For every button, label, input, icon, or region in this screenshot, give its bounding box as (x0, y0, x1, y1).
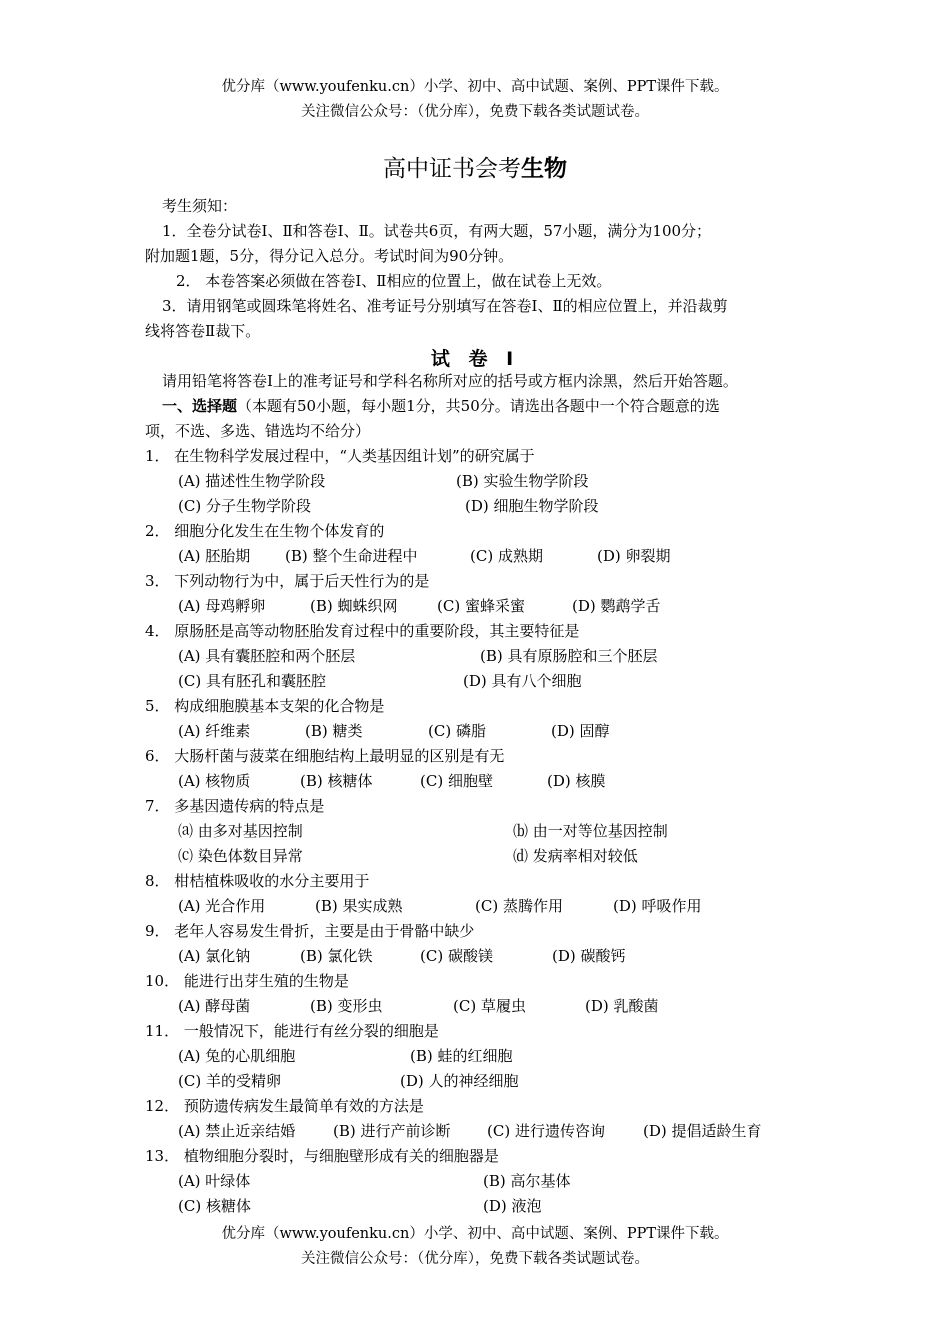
option-b: ⒝ 由一对等位基因控制 (513, 822, 668, 840)
option-a: (A) 具有囊胚腔和两个胚层 (178, 647, 356, 665)
part-label: 一、选择题 (162, 397, 238, 415)
footer-line-1: 优分库（www.youfenku.cn）小学、初中、高中试题、案例、PPT课件下载。 (221, 1226, 729, 1242)
option-d: (D) 细胞生物学阶段 (465, 497, 599, 515)
option-d: (D) 卵裂期 (597, 547, 671, 565)
question-stem: 4． 原肠胚是高等动物胚胎发育过程中的重要阶段，其主要特征是 (145, 622, 580, 640)
option-c: (C) 蒸腾作用 (475, 897, 563, 915)
option-a: (A) 胚胎期 (178, 547, 251, 565)
option-d: (D) 液泡 (483, 1197, 542, 1215)
option-d: (D) 核膜 (547, 772, 606, 790)
option-d: (D) 具有八个细胞 (463, 672, 582, 690)
notice-heading: 考生须知： (162, 197, 238, 215)
option-c: (C) 碳酸镁 (420, 947, 493, 965)
option-a: (A) 禁止近亲结婚 (178, 1122, 296, 1140)
option-c: (C) 具有胚孔和囊胚腔 (178, 672, 326, 690)
option-c: (C) 成熟期 (470, 547, 543, 565)
option-a: (A) 酵母菌 (178, 997, 251, 1015)
option-c: (C) 磷脂 (428, 722, 486, 740)
question-stem: 9． 老年人容易发生骨折，主要是由于骨骼中缺少 (145, 922, 475, 940)
question-stem: 11． 一般情况下，能进行有丝分裂的细胞是 (145, 1022, 439, 1040)
question-stem: 12． 预防遗传病发生最简单有效的方法是 (145, 1097, 424, 1115)
question-stem: 10． 能进行出芽生殖的生物是 (145, 972, 349, 990)
header-line-2: 关注微信公众号：（优分库），免费下载各类试题试卷。 (301, 104, 649, 120)
option-b: (B) 蜘蛛织网 (310, 597, 398, 615)
option-c: (C) 进行遗传咨询 (487, 1122, 605, 1140)
option-b: (B) 果实成熟 (315, 897, 403, 915)
option-a: (A) 氯化钠 (178, 947, 251, 965)
notice-item-1b: 附加题1题，5分，得分记入总分。考试时间为90分钟。 (145, 247, 514, 265)
question-stem: 2． 细胞分化发生在生物个体发育的 (145, 522, 385, 540)
footer-line-2: 关注微信公众号：（优分库），免费下载各类试题试卷。 (301, 1251, 649, 1267)
question-stem: 7． 多基因遗传病的特点是 (145, 797, 325, 815)
option-a: (A) 兔的心肌细胞 (178, 1047, 296, 1065)
option-d: (D) 乳酸菌 (585, 997, 659, 1015)
option-b: (B) 实验生物学阶段 (456, 472, 589, 490)
option-a: (A) 光合作用 (178, 897, 266, 915)
option-b: (B) 变形虫 (310, 997, 383, 1015)
option-b: (B) 整个生命进程中 (285, 547, 418, 565)
question-stem: 8． 柑桔植株吸收的水分主要用于 (145, 872, 370, 890)
option-a: (A) 母鸡孵卵 (178, 597, 266, 615)
option-c: (C) 核糖体 (178, 1197, 251, 1215)
question-stem: 13． 植物细胞分裂时，与细胞壁形成有关的细胞器是 (145, 1147, 499, 1165)
option-c: (C) 分子生物学阶段 (178, 497, 311, 515)
question-stem: 6． 大肠杆菌与菠菜在细胞结构上最明显的区别是有无 (145, 747, 505, 765)
section-instruction: 请用铅笔将答卷Ⅰ上的准考证号和学科名称所对应的括号或方框内涂黑，然后开始答题。 (162, 372, 738, 390)
option-a: (A) 核物质 (178, 772, 251, 790)
option-a: (A) 纤维素 (178, 722, 251, 740)
option-d: (D) 人的神经细胞 (400, 1072, 519, 1090)
option-c: (C) 草履虫 (453, 997, 526, 1015)
option-b: (B) 蛙的红细胞 (410, 1047, 513, 1065)
option-d: (D) 固醇 (551, 722, 610, 740)
option-b: (B) 糖类 (305, 722, 363, 740)
option-c: (C) 蜜蜂采蜜 (437, 597, 525, 615)
option-d: (D) 鹦鹉学舌 (572, 597, 661, 615)
option-b: (B) 氯化铁 (300, 947, 373, 965)
notice-item-2: 2． 本卷答案必须做在答卷Ⅰ、Ⅱ相应的位置上，做在试卷上无效。 (176, 272, 612, 290)
notice-item-1a: 1．全卷分试卷Ⅰ、Ⅱ和答卷Ⅰ、Ⅱ。试卷共6页，有两大题，57小题，满分为100分； (162, 222, 712, 240)
option-c: (C) 羊的受精卵 (178, 1072, 281, 1090)
option-c: ⒞ 染色体数目异常 (178, 847, 303, 865)
title-main: 高中证书会考 (383, 156, 521, 182)
question-stem: 1． 在生物科学发展过程中，“人类基因组计划”的研究属于 (145, 447, 535, 465)
option-b: (B) 进行产前诊断 (333, 1122, 451, 1140)
question-stem: 3． 下列动物行为中，属于后天性行为的是 (145, 572, 430, 590)
option-a: (A) 描述性生物学阶段 (178, 472, 326, 490)
part-heading (162, 396, 720, 416)
option-d: (D) 碳酸钙 (552, 947, 626, 965)
page-title (0, 150, 950, 183)
option-b: (B) 具有原肠腔和三个胚层 (480, 647, 658, 665)
option-a: (A) 叶绿体 (178, 1172, 251, 1190)
notice-item-3b: 线将答卷Ⅱ裁下。 (145, 322, 261, 340)
option-a: ⒜ 由多对基因控制 (178, 822, 303, 840)
option-b: (B) 高尔基体 (483, 1172, 571, 1190)
title-subject: 生物 (521, 156, 567, 182)
option-c: (C) 细胞壁 (420, 772, 493, 790)
part-desc: （本题有50小题，每小题1分，共50分。请选出各题中一个符合题意的选 (237, 397, 720, 415)
option-d: ⒟ 发病率相对较低 (513, 847, 638, 865)
section-title: 试 卷 Ⅰ (430, 348, 520, 370)
option-d: (D) 呼吸作用 (613, 897, 702, 915)
part-desc-cont: 项，不选、多选、错选均不给分） (145, 422, 371, 440)
notice-item-3a: 3．请用钢笔或圆珠笔将姓名、准考证号分别填写在答卷Ⅰ、Ⅱ的相应位置上，并沿裁剪 (162, 297, 728, 315)
header-line-1: 优分库（www.youfenku.cn）小学、初中、高中试题、案例、PPT课件下载。 (221, 79, 729, 95)
question-stem: 5． 构成细胞膜基本支架的化合物是 (145, 697, 385, 715)
option-d: (D) 提倡适龄生育 (643, 1122, 762, 1140)
option-b: (B) 核糖体 (300, 772, 373, 790)
